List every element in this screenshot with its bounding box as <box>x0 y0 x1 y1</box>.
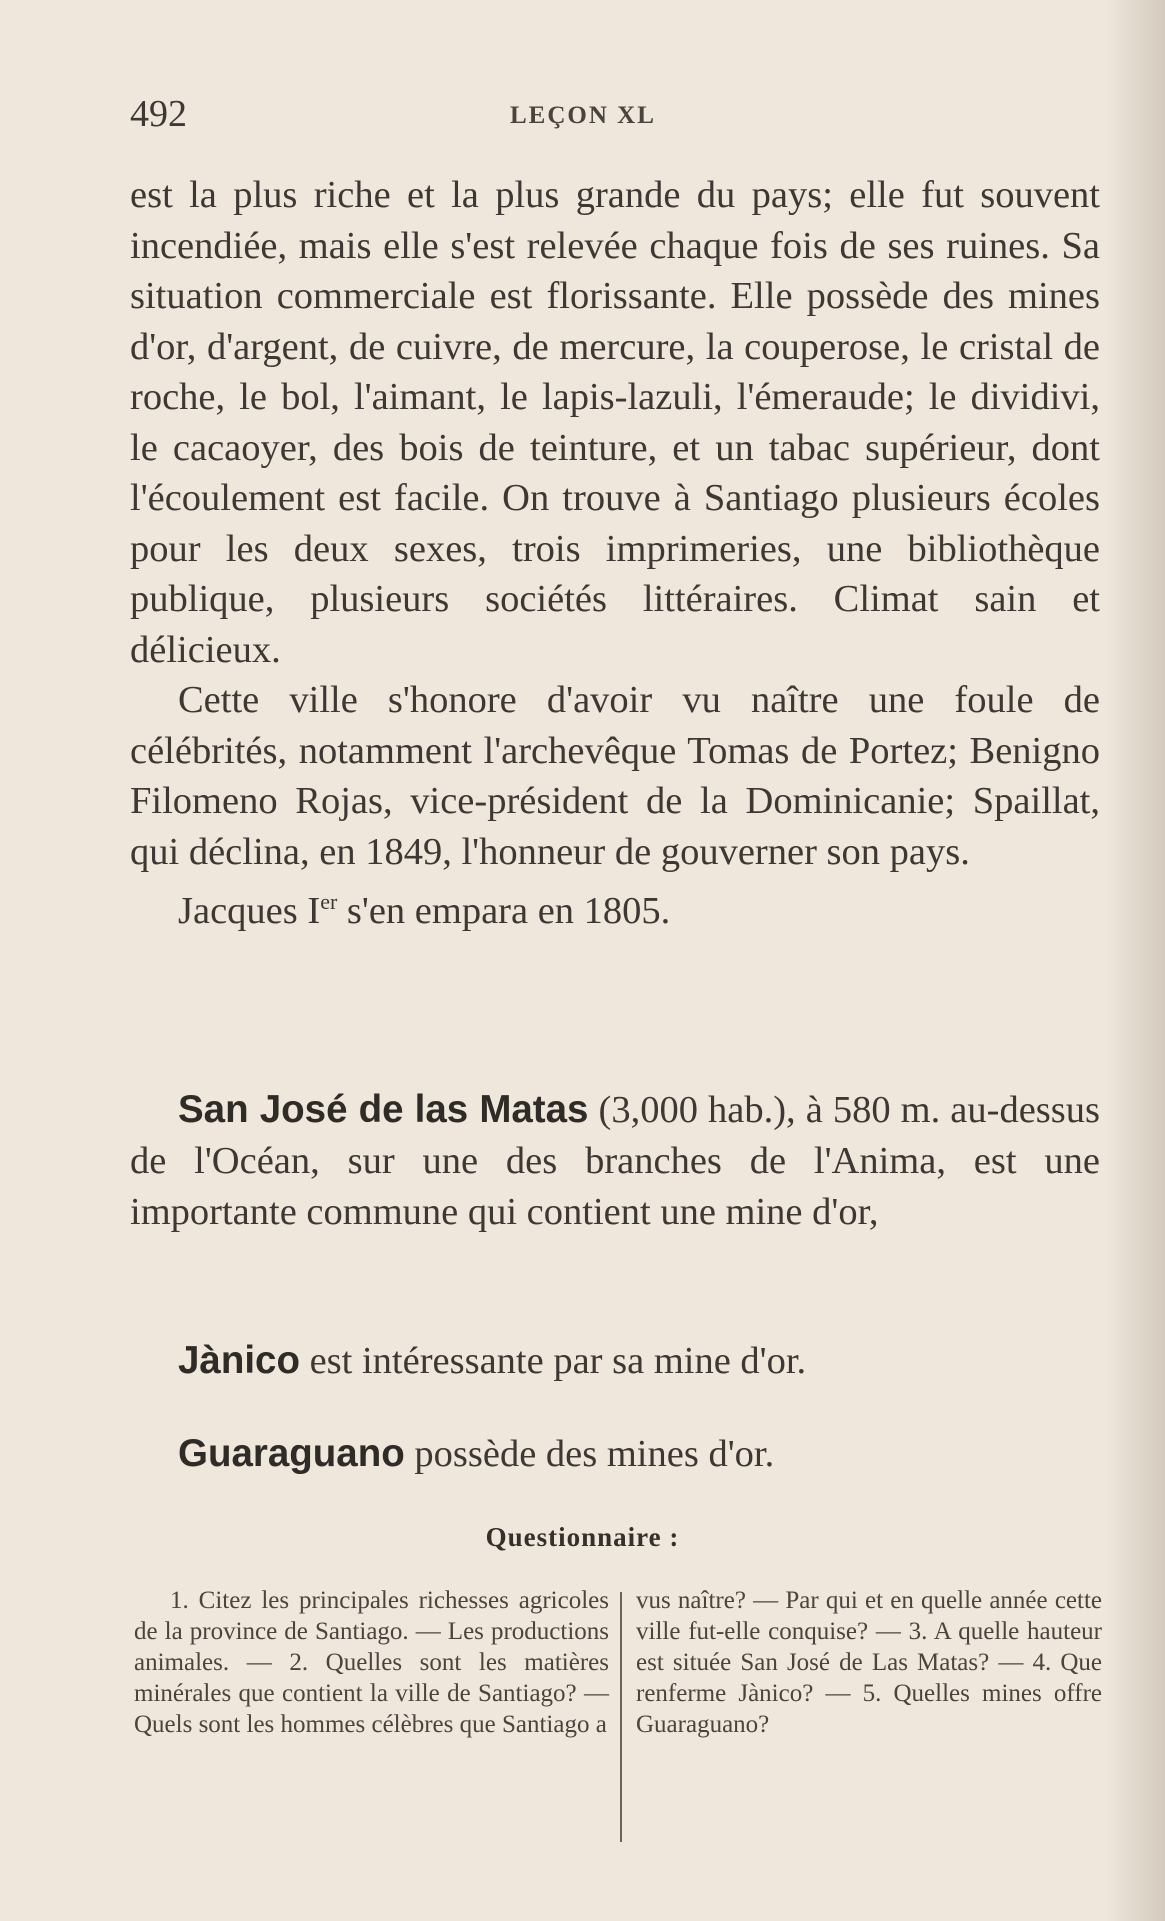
entry-guaraguano <box>130 1428 1100 1480</box>
questionnaire-left-text: 1. Citez les principales richesses agricoles de la province de Santiago. — Les productions animales. — 2. Quelles sont les matières minérales que contient la ville de Santiago? — Quels sont les hommes célèbres que Santiago a <box>134 1587 609 1738</box>
chapter-title: LEÇON XL <box>510 102 656 129</box>
entry-paragraph <box>130 1084 1100 1238</box>
conquest-superscript: er <box>320 889 338 914</box>
page-number: 492 <box>130 93 187 135</box>
entry-name: Jànico <box>178 1339 300 1382</box>
questionnaire-right-column <box>636 1585 1102 1740</box>
column-divider <box>620 1592 622 1842</box>
paragraph-celebrities: Cette ville s'honore d'avoir vu naître une foule de célébrités, notamment l'archevêque Tomas de Portez; Benigno Filomeno Rojas, vice-président de la Dominicanie; Spaillat, qui déclina, en 1849, l'honneur de gouverner son pays. <box>130 679 1100 873</box>
questionnaire-title: Questionnaire : <box>485 1522 680 1552</box>
entry-janico <box>130 1335 1100 1387</box>
entry-name: Guaraguano <box>178 1432 405 1475</box>
conquest-suffix: s'en empara en 1805. <box>337 889 671 932</box>
entry-name: San José de las Matas <box>178 1088 589 1131</box>
page-edge-shadow <box>1105 0 1165 1921</box>
questionnaire-right-text: vus naître? — Par qui et en quelle année cette ville fut-elle conquise? — 3. A quelle hauteur est située San José de Las Matas? — 4. Que renferme Jànico? — 5. Quelles mines offre Guaraguano? <box>636 1587 1102 1738</box>
entry-text: possède des mines d'or. <box>404 1433 775 1475</box>
entry-san-jose-de-las-matas <box>130 1084 1100 1238</box>
questionnaire-left-column <box>134 1585 609 1740</box>
running-head <box>130 92 1100 142</box>
entry-text: est intéressante par sa mine d'or. <box>299 1340 807 1382</box>
entry-paragraph <box>130 1335 1100 1387</box>
entry-text: (3,000 hab.), à 580 m. au-dessus de l'Océan, sur une des branches de l'Anima, est une importante commune qui contient une mine d'or, <box>130 1089 1100 1233</box>
conquest-prefix: Jacques I <box>178 889 321 932</box>
body-text <box>130 170 1100 936</box>
entry-paragraph <box>130 1428 1100 1480</box>
paragraph-santiago-description: est la plus riche et la plus grande du pays; elle fut souvent incendiée, mais elle s'est relevée chaque fois de ses ruines. Sa situation commerciale est florissante. Elle possède des mines d'or, d'argent, de cuivre, de mercure, la couperose, le cristal de roche, le bol, l'aimant, le lapis-lazuli, l'émeraude; le dividivi, le cacaoyer, des bois de teinture, et un tabac supérieur, dont l'écoulement est facile. On trouve à Santiago plusieurs écoles pour les deux sexes, trois imprimeries, une bibliothèque publique, plusieurs sociétés littéraires. Climat sain et délicieux. <box>130 174 1100 671</box>
paragraph-conquest <box>130 877 1100 936</box>
